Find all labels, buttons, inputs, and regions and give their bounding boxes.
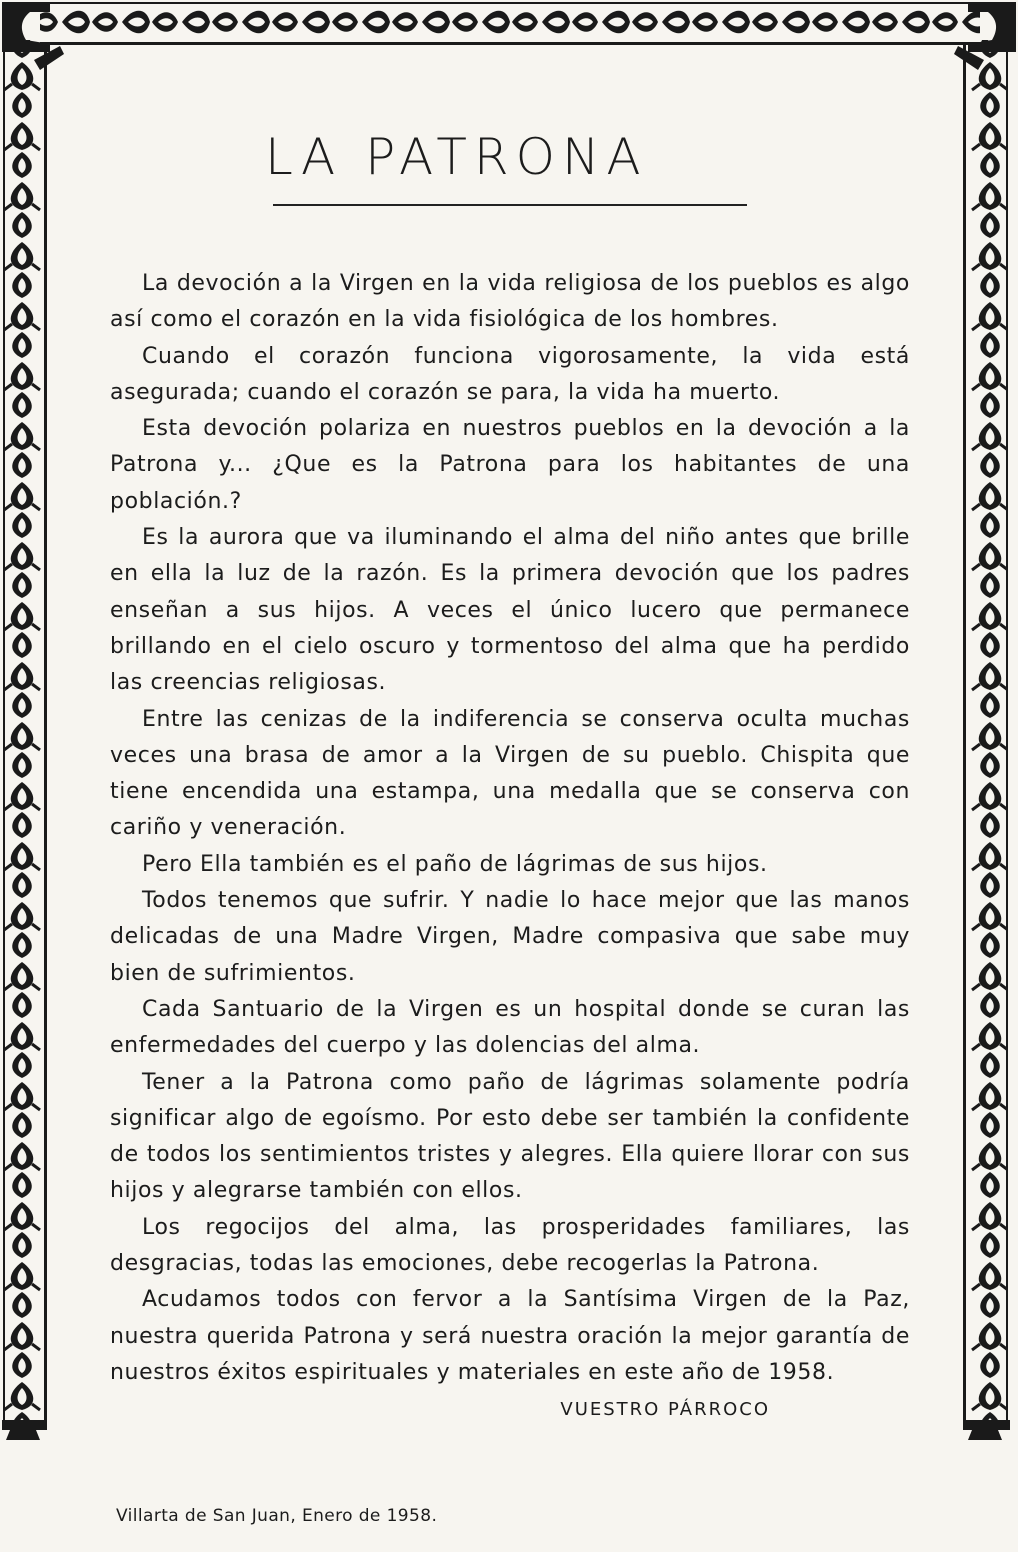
paragraph: Esta devoción polariza en nuestros pueblos en la devoción a la Patrona y... ¿Que es la Patrona para los habitantes de una población.? xyxy=(110,416,910,514)
paragraph: Todos tenemos que sufrir. Y nadie lo hace mejor que las manos delicadas de una Madre Virgen, Madre compasiva que sabe muy bien de sufrimientos. xyxy=(110,888,910,986)
paragraph: Tener a la Patrona como paño de lágrimas solamente podría significar algo de egoísmo. Por esto debe ser también la confidente de todos los sentimientos tristes y alegres. Ella quiere llorar con sus hijos y alegrarse también con ellos. xyxy=(110,1069,910,1204)
paragraph: Entre las cenizas de la indiferencia se conserva oculta muchas veces una brasa de amor a la Virgen de su pueblo. Chispita que tiene encendida una estampa, una medalla que se conserva con cariño y veneración. xyxy=(110,706,910,841)
article xyxy=(110,120,910,1420)
title-block xyxy=(265,120,745,210)
page-title: LA PATRONA xyxy=(265,128,648,186)
footer-location-date: Villarta de San Juan, Enero de 1958. xyxy=(116,1506,438,1526)
signature: VUESTRO PÁRROCO xyxy=(560,1399,770,1421)
paragraph: Pero Ella también es el paño de lágrimas de sus hijos. xyxy=(142,851,768,877)
article-body xyxy=(110,266,910,1391)
paragraph: Acudamos todos con fervor a la Santísima Virgen de la Paz, nuestra querida Patrona y será nuestra oración la mejor garantía de nuestros éxitos espirituales y materiales en este año de 1958. xyxy=(110,1287,910,1385)
paragraph: Cuando el corazón funciona vigorosamente, la vida está asegurada; cuando el corazón se para, la vida ha muerto. xyxy=(110,343,910,405)
paragraph: Los regocijos del alma, las prosperidades familiares, las desgracias, todas las emociones, debe recogerlas la Patrona. xyxy=(110,1214,910,1277)
paragraph: Cada Santuario de la Virgen es un hospital donde se curan las enfermedades del cuerpo y las dolencias del alma. xyxy=(110,996,910,1059)
paragraph: La devoción a la Virgen en la vida religiosa de los pueblos es algo así como el corazón en la vida fisiológica de los hombres. xyxy=(110,271,910,333)
paragraph: Es la aurora que va iluminando el alma del niño antes que brille en ella la luz de la razón. Es la primera devoción que los padres enseñan a sus hijos. A veces el único lucero que permanece brillando en el cielo oscuro y tormentoso del alma que ha perdido las creencias religiosas. xyxy=(110,525,910,696)
title-underline xyxy=(273,204,747,206)
